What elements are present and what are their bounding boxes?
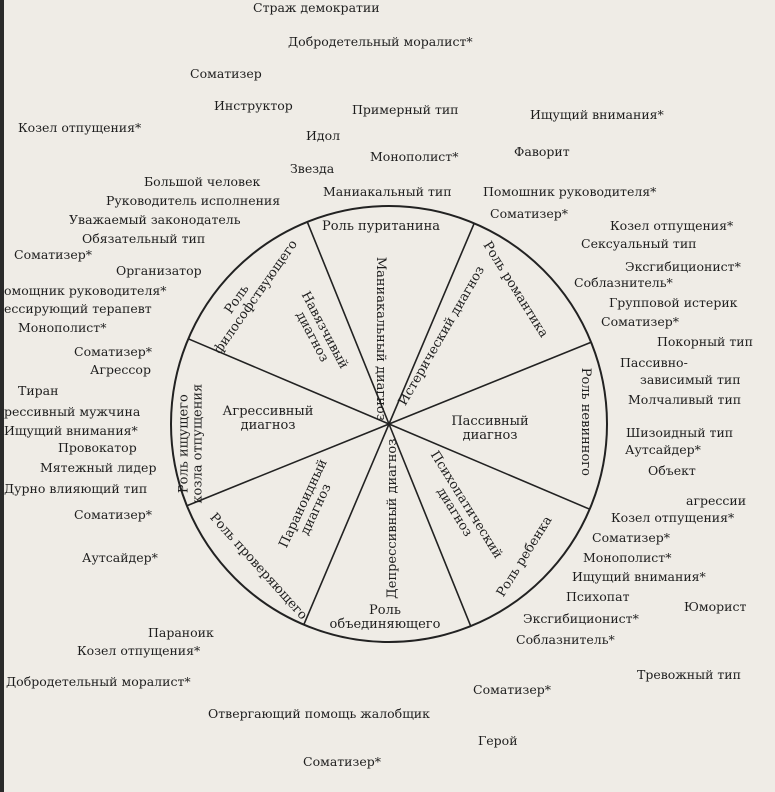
- outer-label: Монополист*: [583, 550, 672, 565]
- outer-label: Аутсайдер*: [625, 442, 701, 457]
- outer-label: Организатор: [116, 263, 202, 278]
- outer-label: Тревожный тип: [637, 667, 741, 682]
- role-scapegoat-seeker: Роль ищущего козла отпущения: [176, 383, 205, 504]
- outer-label: Ищущий внимания*: [530, 107, 664, 122]
- outer-label: Монополист*: [370, 149, 459, 164]
- outer-label: Фаворит: [514, 144, 570, 159]
- outer-label: зависимый тип: [640, 372, 741, 387]
- role-romantic: Роль романтика: [479, 238, 551, 341]
- outer-label: Групповой истерик: [609, 295, 738, 310]
- outer-label: Руководитель исполнения: [106, 193, 281, 208]
- outer-label: Соблазнитель*: [574, 275, 673, 290]
- outer-label: Страж демократии: [253, 0, 380, 15]
- outer-label: Соматизер*: [601, 314, 679, 329]
- outer-label: Тиран: [18, 383, 59, 398]
- outer-label: агрессии: [686, 493, 747, 508]
- outer-label: Инструктор: [214, 98, 293, 113]
- outer-label: Ищущий внимания*: [572, 569, 706, 584]
- outer-label: Сексуальный тип: [581, 236, 697, 251]
- outer-label: Пассивно-: [620, 355, 688, 370]
- outer-label: Соматизер*: [490, 206, 568, 221]
- outer-label: Провокатор: [58, 440, 137, 455]
- outer-label: Мятежный лидер: [40, 460, 157, 475]
- outer-label: Эксгибиционист*: [523, 611, 639, 626]
- outer-label: Соматизер*: [473, 682, 551, 697]
- outer-label: омощник руководителя*: [4, 283, 167, 298]
- outer-label: Козел отпущения*: [77, 643, 201, 658]
- diagnosis-passive: Пассивный диагноз: [451, 414, 529, 443]
- outer-label: Отвергающий помощь жалобщик: [208, 706, 430, 721]
- outer-label: Шизоидный тип: [626, 425, 734, 440]
- outer-label: Большой человек: [144, 174, 261, 189]
- outer-label: Примерный тип: [352, 102, 459, 117]
- diagnosis-obsessive: Навязчивый диагноз: [292, 289, 351, 372]
- role-checking: Роль проверяющего: [206, 510, 311, 623]
- role-child: Роль ребенка: [493, 513, 556, 600]
- diagnosis-paranoid: Параноидный диагноз: [276, 456, 335, 551]
- outer-label: Эксгибиционист*: [625, 259, 741, 274]
- role-innocent: Роль невинного: [577, 367, 593, 476]
- outer-label: Звезда: [290, 161, 335, 176]
- outer-label: ессирующий терапевт: [4, 301, 152, 316]
- diagnosis-aggressive: Агрессивный диагноз: [222, 404, 314, 433]
- outer-label: Ищущий внимания*: [4, 423, 138, 438]
- outer-label: Агрессор: [90, 362, 151, 377]
- outer-label: Соматизер*: [303, 754, 381, 769]
- outer-label: Аутсайдер*: [82, 550, 158, 565]
- outer-label: Козел отпущения*: [611, 510, 735, 525]
- outer-label: Молчаливый тип: [628, 392, 742, 407]
- outer-label: Соблазнитель*: [516, 632, 615, 647]
- diagnosis-depressive: Депрессивный диагноз: [385, 438, 401, 599]
- outer-label: Идол: [306, 128, 341, 143]
- outer-label: Соматизер*: [74, 344, 152, 359]
- role-puritan: Роль пуританина: [321, 219, 441, 234]
- role-philosophizing: Роль философствующего: [210, 237, 301, 357]
- outer-label: Параноик: [148, 625, 214, 640]
- outer-label: рессивный мужчина: [4, 404, 141, 419]
- outer-label: Герой: [478, 733, 518, 748]
- outer-label: Маниакальный тип: [323, 184, 452, 199]
- outer-label: Юморист: [684, 599, 747, 614]
- diagnosis-psychopathic: Психопатический диагноз: [426, 448, 506, 562]
- outer-label: Соматизер*: [592, 530, 670, 545]
- outer-label: Покорный тип: [657, 334, 753, 349]
- outer-label: Дурно влияющий тип: [4, 481, 148, 496]
- outer-label: Соматизер*: [74, 507, 152, 522]
- outer-label: Обязательный тип: [82, 231, 206, 246]
- outer-label: Добродетельный моралист*: [6, 674, 191, 689]
- outer-label: Уважаемый законодатель: [69, 212, 241, 227]
- outer-label: Объект: [648, 463, 696, 478]
- outer-label: Соматизер: [190, 66, 262, 81]
- outer-label: Психопат: [566, 589, 630, 604]
- diagnosis-manic: Маниакальный диагноз: [372, 256, 388, 421]
- outer-label: Добродетельный моралист*: [288, 34, 473, 49]
- outer-label: Помошник руководителя*: [483, 184, 657, 199]
- outer-label: Козел отпущения*: [18, 120, 142, 135]
- outer-label: Монополист*: [18, 320, 107, 335]
- diagnosis-hysteric: Истерический диагноз: [395, 263, 488, 409]
- outer-label: Козел отпущения*: [610, 218, 734, 233]
- role-unifying: Роль объединяющего: [329, 603, 441, 632]
- outer-label: Соматизер*: [14, 247, 92, 262]
